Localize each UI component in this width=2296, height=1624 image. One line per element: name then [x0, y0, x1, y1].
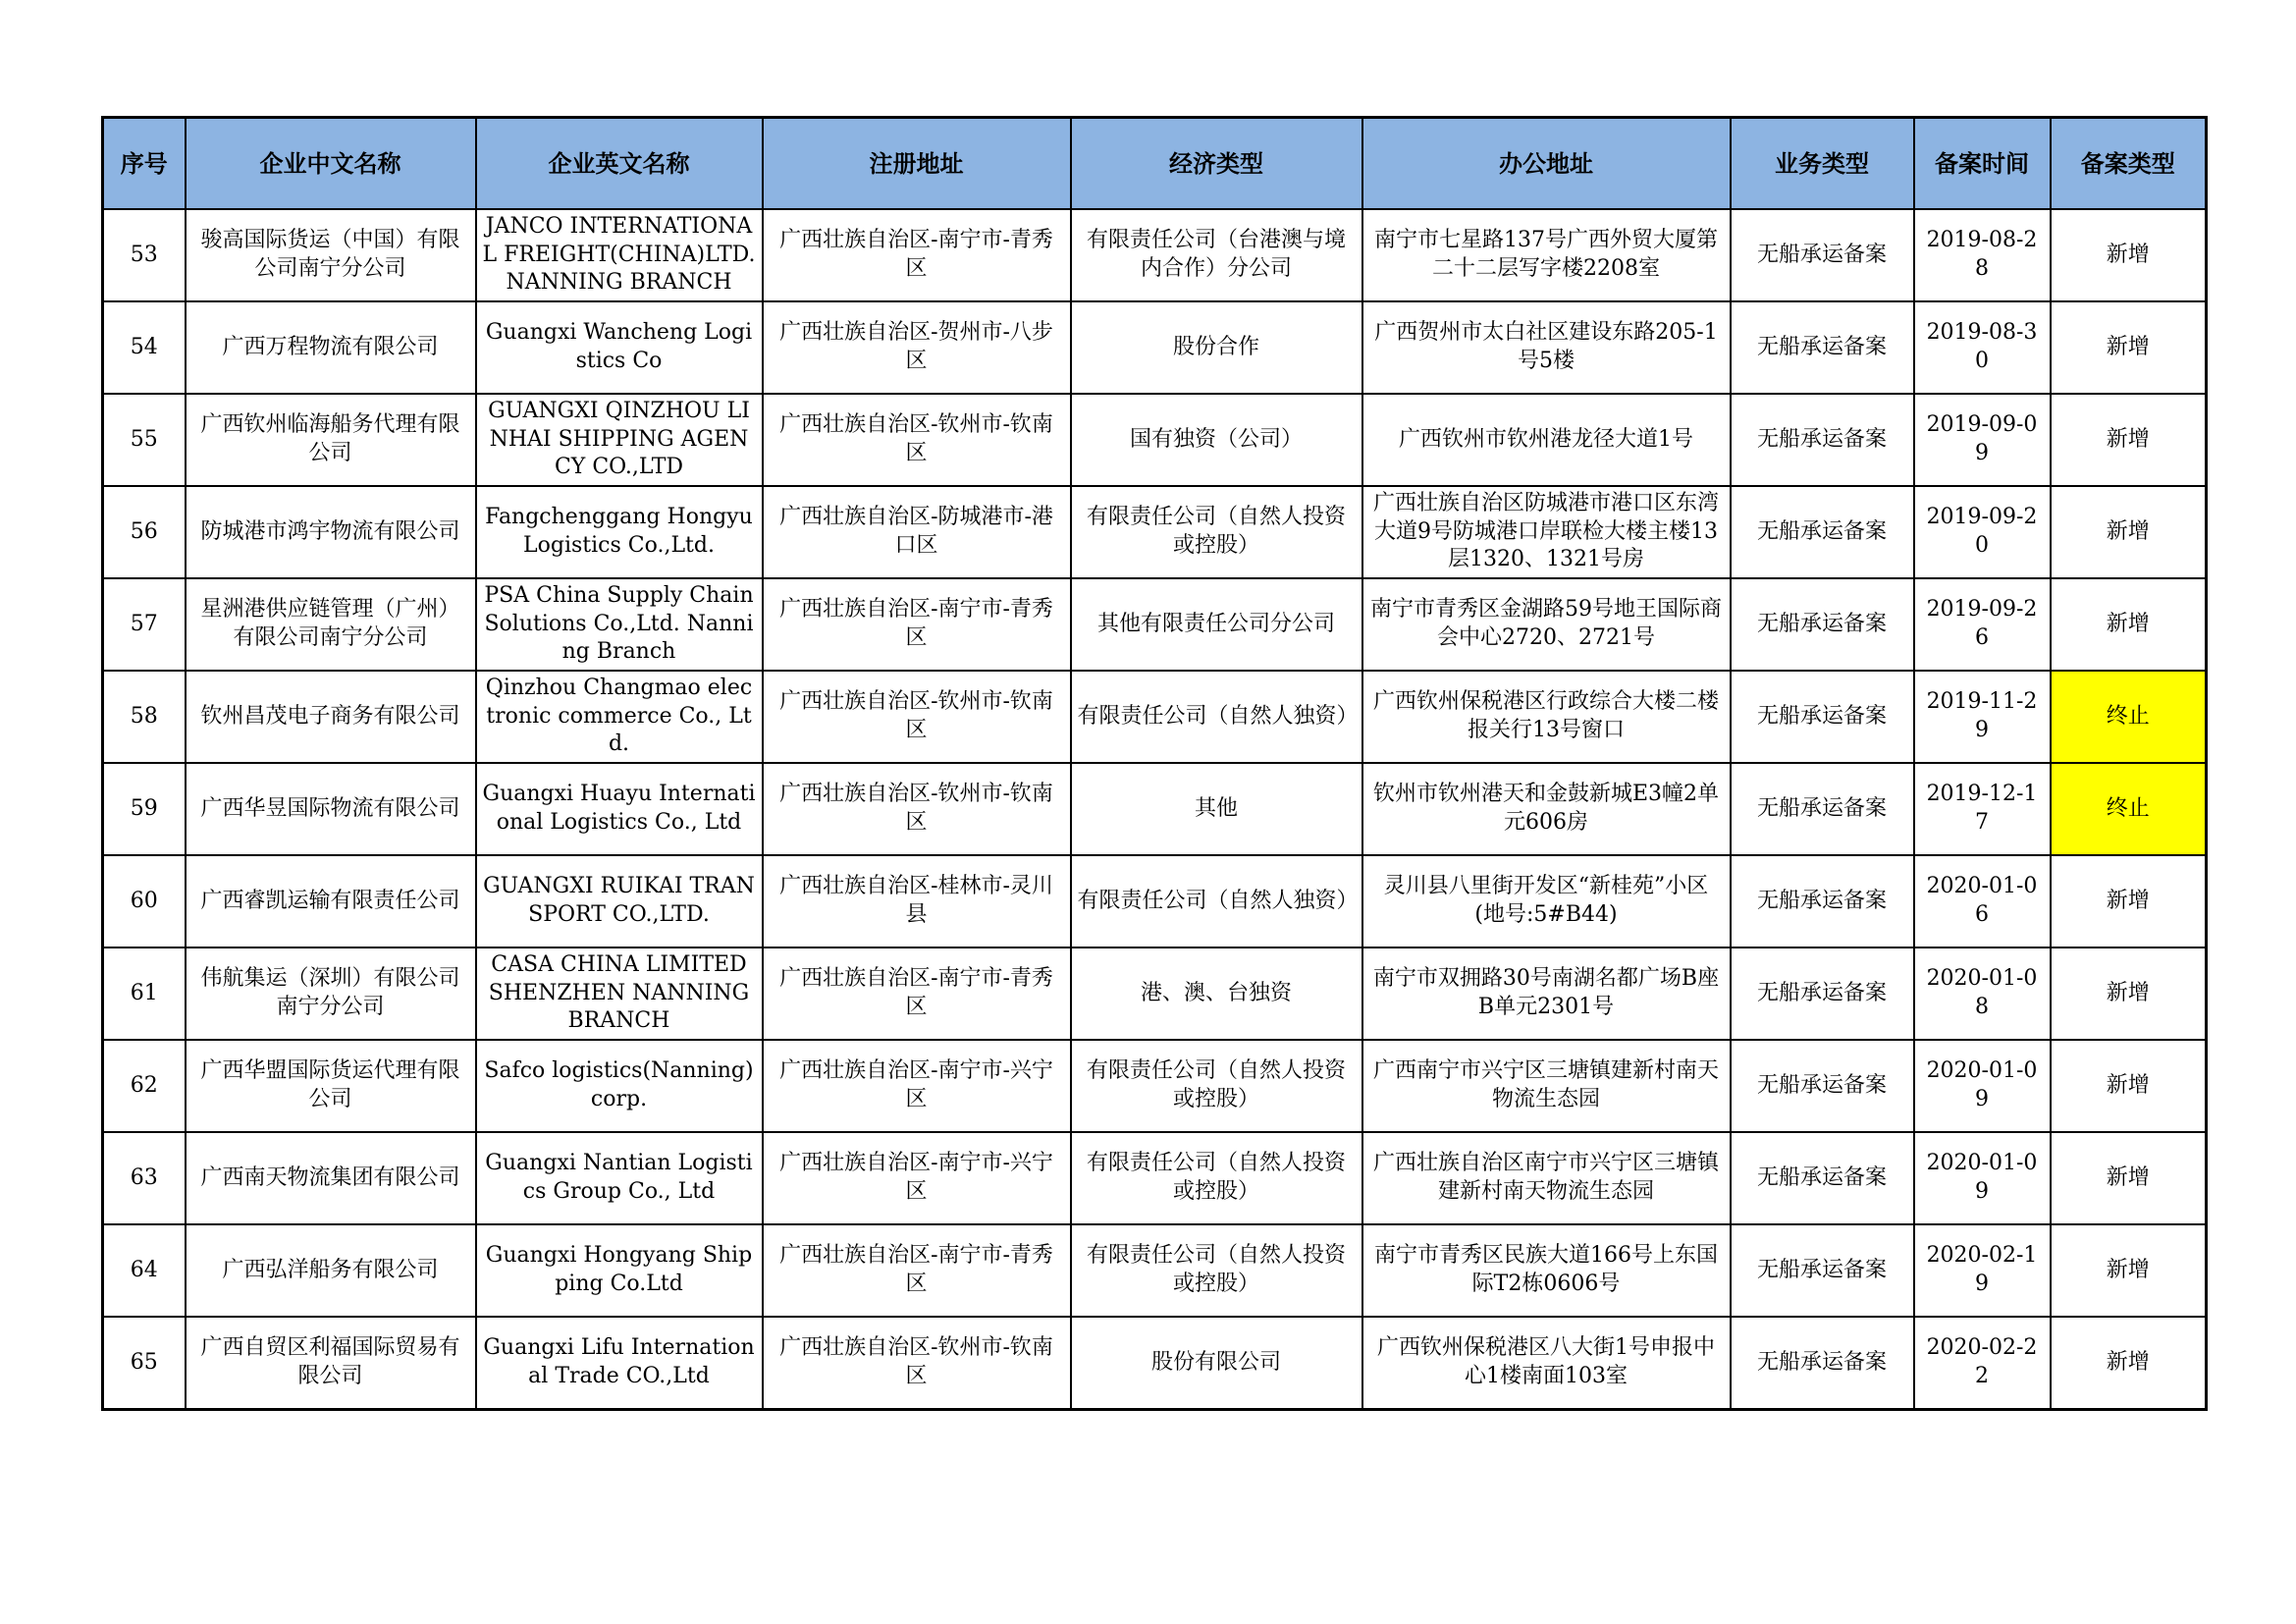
row-date: 2020-01-06: [1914, 855, 2051, 947]
row-record-type: 新增: [2051, 486, 2207, 578]
row-no: 61: [103, 947, 186, 1040]
row-reg-addr: 广西壮族自治区-南宁市-兴宁区: [763, 1040, 1071, 1132]
row-no: 62: [103, 1040, 186, 1132]
row-date: 2019-08-28: [1914, 209, 2051, 301]
row-cn-name: 防城港市鸿宇物流有限公司: [186, 486, 476, 578]
row-econ-type: 国有独资（公司）: [1071, 394, 1362, 486]
row-record-type: 新增: [2051, 394, 2207, 486]
header-biz-type: 业务类型: [1731, 118, 1914, 210]
row-biz-type: 无船承运备案: [1731, 763, 1914, 855]
row-en-name: GUANGXI QINZHOU LINHAI SHIPPING AGENCY CO.,LTD: [476, 394, 763, 486]
table-row: [103, 855, 2207, 947]
row-en-name: GUANGXI RUIKAI TRANSPORT CO.,LTD.: [476, 855, 763, 947]
row-record-type: 新增: [2051, 1224, 2207, 1317]
row-date: 2019-11-29: [1914, 671, 2051, 763]
row-office-addr: 南宁市七星路137号广西外贸大厦第二十二层写字楼2208室: [1362, 209, 1731, 301]
header-econ-type: 经济类型: [1071, 118, 1362, 210]
row-no: 54: [103, 301, 186, 394]
table-row: [103, 578, 2207, 671]
row-record-type: 终止: [2051, 763, 2207, 855]
row-reg-addr: 广西壮族自治区-钦州市-钦南区: [763, 1317, 1071, 1410]
row-date: 2019-08-30: [1914, 301, 2051, 394]
row-no: 58: [103, 671, 186, 763]
row-biz-type: 无船承运备案: [1731, 947, 1914, 1040]
row-econ-type: 股份合作: [1071, 301, 1362, 394]
table-row: [103, 1224, 2207, 1317]
row-econ-type: 有限责任公司（自然人独资）: [1071, 855, 1362, 947]
row-date: 2020-02-22: [1914, 1317, 2051, 1410]
header-date: 备案时间: [1914, 118, 2051, 210]
row-record-type: 新增: [2051, 578, 2207, 671]
row-cn-name: 广西华昱国际物流有限公司: [186, 763, 476, 855]
row-no: 60: [103, 855, 186, 947]
row-record-type: 新增: [2051, 209, 2207, 301]
row-reg-addr: 广西壮族自治区-南宁市-青秀区: [763, 947, 1071, 1040]
row-no: 64: [103, 1224, 186, 1317]
table-row: [103, 1317, 2207, 1410]
row-cn-name: 广西自贸区利福国际贸易有限公司: [186, 1317, 476, 1410]
row-office-addr: 广西钦州保税港区八大街1号申报中心1楼南面103室: [1362, 1317, 1731, 1410]
row-biz-type: 无船承运备案: [1731, 1040, 1914, 1132]
table-row: [103, 486, 2207, 578]
row-no: 65: [103, 1317, 186, 1410]
row-office-addr: 广西钦州保税港区行政综合大楼二楼报关行13号窗口: [1362, 671, 1731, 763]
row-cn-name: 星洲港供应链管理（广州）有限公司南宁分公司: [186, 578, 476, 671]
table-row: [103, 1132, 2207, 1224]
row-no: 59: [103, 763, 186, 855]
row-en-name: Safco logistics(Nanning) corp.: [476, 1040, 763, 1132]
row-en-name: Guangxi Lifu International Trade CO.,Ltd: [476, 1317, 763, 1410]
row-cn-name: 钦州昌茂电子商务有限公司: [186, 671, 476, 763]
row-date: 2019-09-26: [1914, 578, 2051, 671]
header-reg-addr: 注册地址: [763, 118, 1071, 210]
row-en-name: CASA CHINA LIMITED SHENZHEN NANNING BRANCH: [476, 947, 763, 1040]
table-header: [103, 118, 2207, 210]
row-biz-type: 无船承运备案: [1731, 578, 1914, 671]
table-row: [103, 209, 2207, 301]
row-office-addr: 广西壮族自治区防城港市港口区东湾大道9号防城港口岸联检大楼主楼13层1320、1321号房: [1362, 486, 1731, 578]
row-reg-addr: 广西壮族自治区-南宁市-青秀区: [763, 578, 1071, 671]
row-biz-type: 无船承运备案: [1731, 1224, 1914, 1317]
row-cn-name: 广西睿凯运输有限责任公司: [186, 855, 476, 947]
row-econ-type: 有限责任公司（台港澳与境内合作）分公司: [1071, 209, 1362, 301]
header-cn-name: 企业中文名称: [186, 118, 476, 210]
row-biz-type: 无船承运备案: [1731, 1317, 1914, 1410]
row-date: 2019-09-20: [1914, 486, 2051, 578]
row-biz-type: 无船承运备案: [1731, 486, 1914, 578]
row-cn-name: 广西钦州临海船务代理有限公司: [186, 394, 476, 486]
row-cn-name: 广西南天物流集团有限公司: [186, 1132, 476, 1224]
row-no: 56: [103, 486, 186, 578]
row-no: 57: [103, 578, 186, 671]
row-en-name: Guangxi Nantian Logistics Group Co., Ltd: [476, 1132, 763, 1224]
registry-table: [101, 116, 2208, 1411]
row-econ-type: 有限责任公司（自然人投资或控股）: [1071, 1132, 1362, 1224]
row-office-addr: 钦州市钦州港天和金鼓新城E3幢2单元606房: [1362, 763, 1731, 855]
header-no: 序号: [103, 118, 186, 210]
row-econ-type: 有限责任公司（自然人投资或控股）: [1071, 1224, 1362, 1317]
row-biz-type: 无船承运备案: [1731, 1132, 1914, 1224]
row-record-type: 新增: [2051, 1317, 2207, 1410]
row-biz-type: 无船承运备案: [1731, 855, 1914, 947]
row-date: 2020-01-09: [1914, 1040, 2051, 1132]
row-office-addr: 南宁市青秀区民族大道166号上东国际T2栋0606号: [1362, 1224, 1731, 1317]
table-row: [103, 763, 2207, 855]
row-biz-type: 无船承运备案: [1731, 394, 1914, 486]
row-en-name: Guangxi Huayu International Logistics Co., Ltd: [476, 763, 763, 855]
row-cn-name: 广西万程物流有限公司: [186, 301, 476, 394]
table-row: [103, 394, 2207, 486]
row-date: 2020-02-19: [1914, 1224, 2051, 1317]
row-record-type: 新增: [2051, 1132, 2207, 1224]
row-reg-addr: 广西壮族自治区-南宁市-青秀区: [763, 1224, 1071, 1317]
registry-table-container: [101, 116, 2205, 1411]
row-econ-type: 其他: [1071, 763, 1362, 855]
row-no: 53: [103, 209, 186, 301]
row-reg-addr: 广西壮族自治区-钦州市-钦南区: [763, 671, 1071, 763]
row-cn-name: 广西华盟国际货运代理有限公司: [186, 1040, 476, 1132]
table-row: [103, 671, 2207, 763]
row-office-addr: 广西壮族自治区南宁市兴宁区三塘镇建新村南天物流生态园: [1362, 1132, 1731, 1224]
row-record-type: 新增: [2051, 855, 2207, 947]
row-office-addr: 南宁市青秀区金湖路59号地王国际商会中心2720、2721号: [1362, 578, 1731, 671]
row-office-addr: 南宁市双拥路30号南湖名都广场B座B单元2301号: [1362, 947, 1731, 1040]
row-en-name: Qinzhou Changmao electronic commerce Co., Ltd.: [476, 671, 763, 763]
row-cn-name: 伟航集运（深圳）有限公司南宁分公司: [186, 947, 476, 1040]
row-reg-addr: 广西壮族自治区-钦州市-钦南区: [763, 394, 1071, 486]
row-office-addr: 广西南宁市兴宁区三塘镇建新村南天物流生态园: [1362, 1040, 1731, 1132]
row-econ-type: 有限责任公司（自然人投资或控股）: [1071, 1040, 1362, 1132]
row-record-type: 终止: [2051, 671, 2207, 763]
row-econ-type: 港、澳、台独资: [1071, 947, 1362, 1040]
header-en-name: 企业英文名称: [476, 118, 763, 210]
header-office-addr: 办公地址: [1362, 118, 1731, 210]
row-date: 2020-01-08: [1914, 947, 2051, 1040]
row-record-type: 新增: [2051, 947, 2207, 1040]
row-reg-addr: 广西壮族自治区-防城港市-港口区: [763, 486, 1071, 578]
table-row: [103, 301, 2207, 394]
table-body: [103, 209, 2207, 1410]
row-econ-type: 其他有限责任公司分公司: [1071, 578, 1362, 671]
row-en-name: Guangxi Hongyang Shipping Co.Ltd: [476, 1224, 763, 1317]
table-row: [103, 1040, 2207, 1132]
row-reg-addr: 广西壮族自治区-南宁市-兴宁区: [763, 1132, 1071, 1224]
row-no: 55: [103, 394, 186, 486]
row-biz-type: 无船承运备案: [1731, 209, 1914, 301]
row-biz-type: 无船承运备案: [1731, 301, 1914, 394]
row-reg-addr: 广西壮族自治区-桂林市-灵川县: [763, 855, 1071, 947]
row-cn-name: 骏高国际货运（中国）有限公司南宁分公司: [186, 209, 476, 301]
row-econ-type: 有限责任公司（自然人独资）: [1071, 671, 1362, 763]
row-econ-type: 股份有限公司: [1071, 1317, 1362, 1410]
row-reg-addr: 广西壮族自治区-南宁市-青秀区: [763, 209, 1071, 301]
row-cn-name: 广西弘洋船务有限公司: [186, 1224, 476, 1317]
row-record-type: 新增: [2051, 1040, 2207, 1132]
header-record-type: 备案类型: [2051, 118, 2207, 210]
row-reg-addr: 广西壮族自治区-钦州市-钦南区: [763, 763, 1071, 855]
table-row: [103, 947, 2207, 1040]
row-en-name: PSA China Supply Chain Solutions Co.,Ltd. Nanning Branch: [476, 578, 763, 671]
row-office-addr: 灵川县八里街开发区“新桂苑”小区(地号:5#B44): [1362, 855, 1731, 947]
row-en-name: JANCO INTERNATIONAL FREIGHT(CHINA)LTD. NANNING BRANCH: [476, 209, 763, 301]
row-office-addr: 广西钦州市钦州港龙径大道1号: [1362, 394, 1731, 486]
row-date: 2020-01-09: [1914, 1132, 2051, 1224]
row-reg-addr: 广西壮族自治区-贺州市-八步区: [763, 301, 1071, 394]
row-en-name: Guangxi Wancheng Logistics Co: [476, 301, 763, 394]
row-biz-type: 无船承运备案: [1731, 671, 1914, 763]
row-econ-type: 有限责任公司（自然人投资或控股）: [1071, 486, 1362, 578]
row-en-name: Fangchenggang Hongyu Logistics Co.,Ltd.: [476, 486, 763, 578]
row-office-addr: 广西贺州市太白社区建设东路205-1号5楼: [1362, 301, 1731, 394]
row-date: 2019-09-09: [1914, 394, 2051, 486]
header-row: [103, 118, 2207, 210]
row-date: 2019-12-17: [1914, 763, 2051, 855]
row-no: 63: [103, 1132, 186, 1224]
row-record-type: 新增: [2051, 301, 2207, 394]
